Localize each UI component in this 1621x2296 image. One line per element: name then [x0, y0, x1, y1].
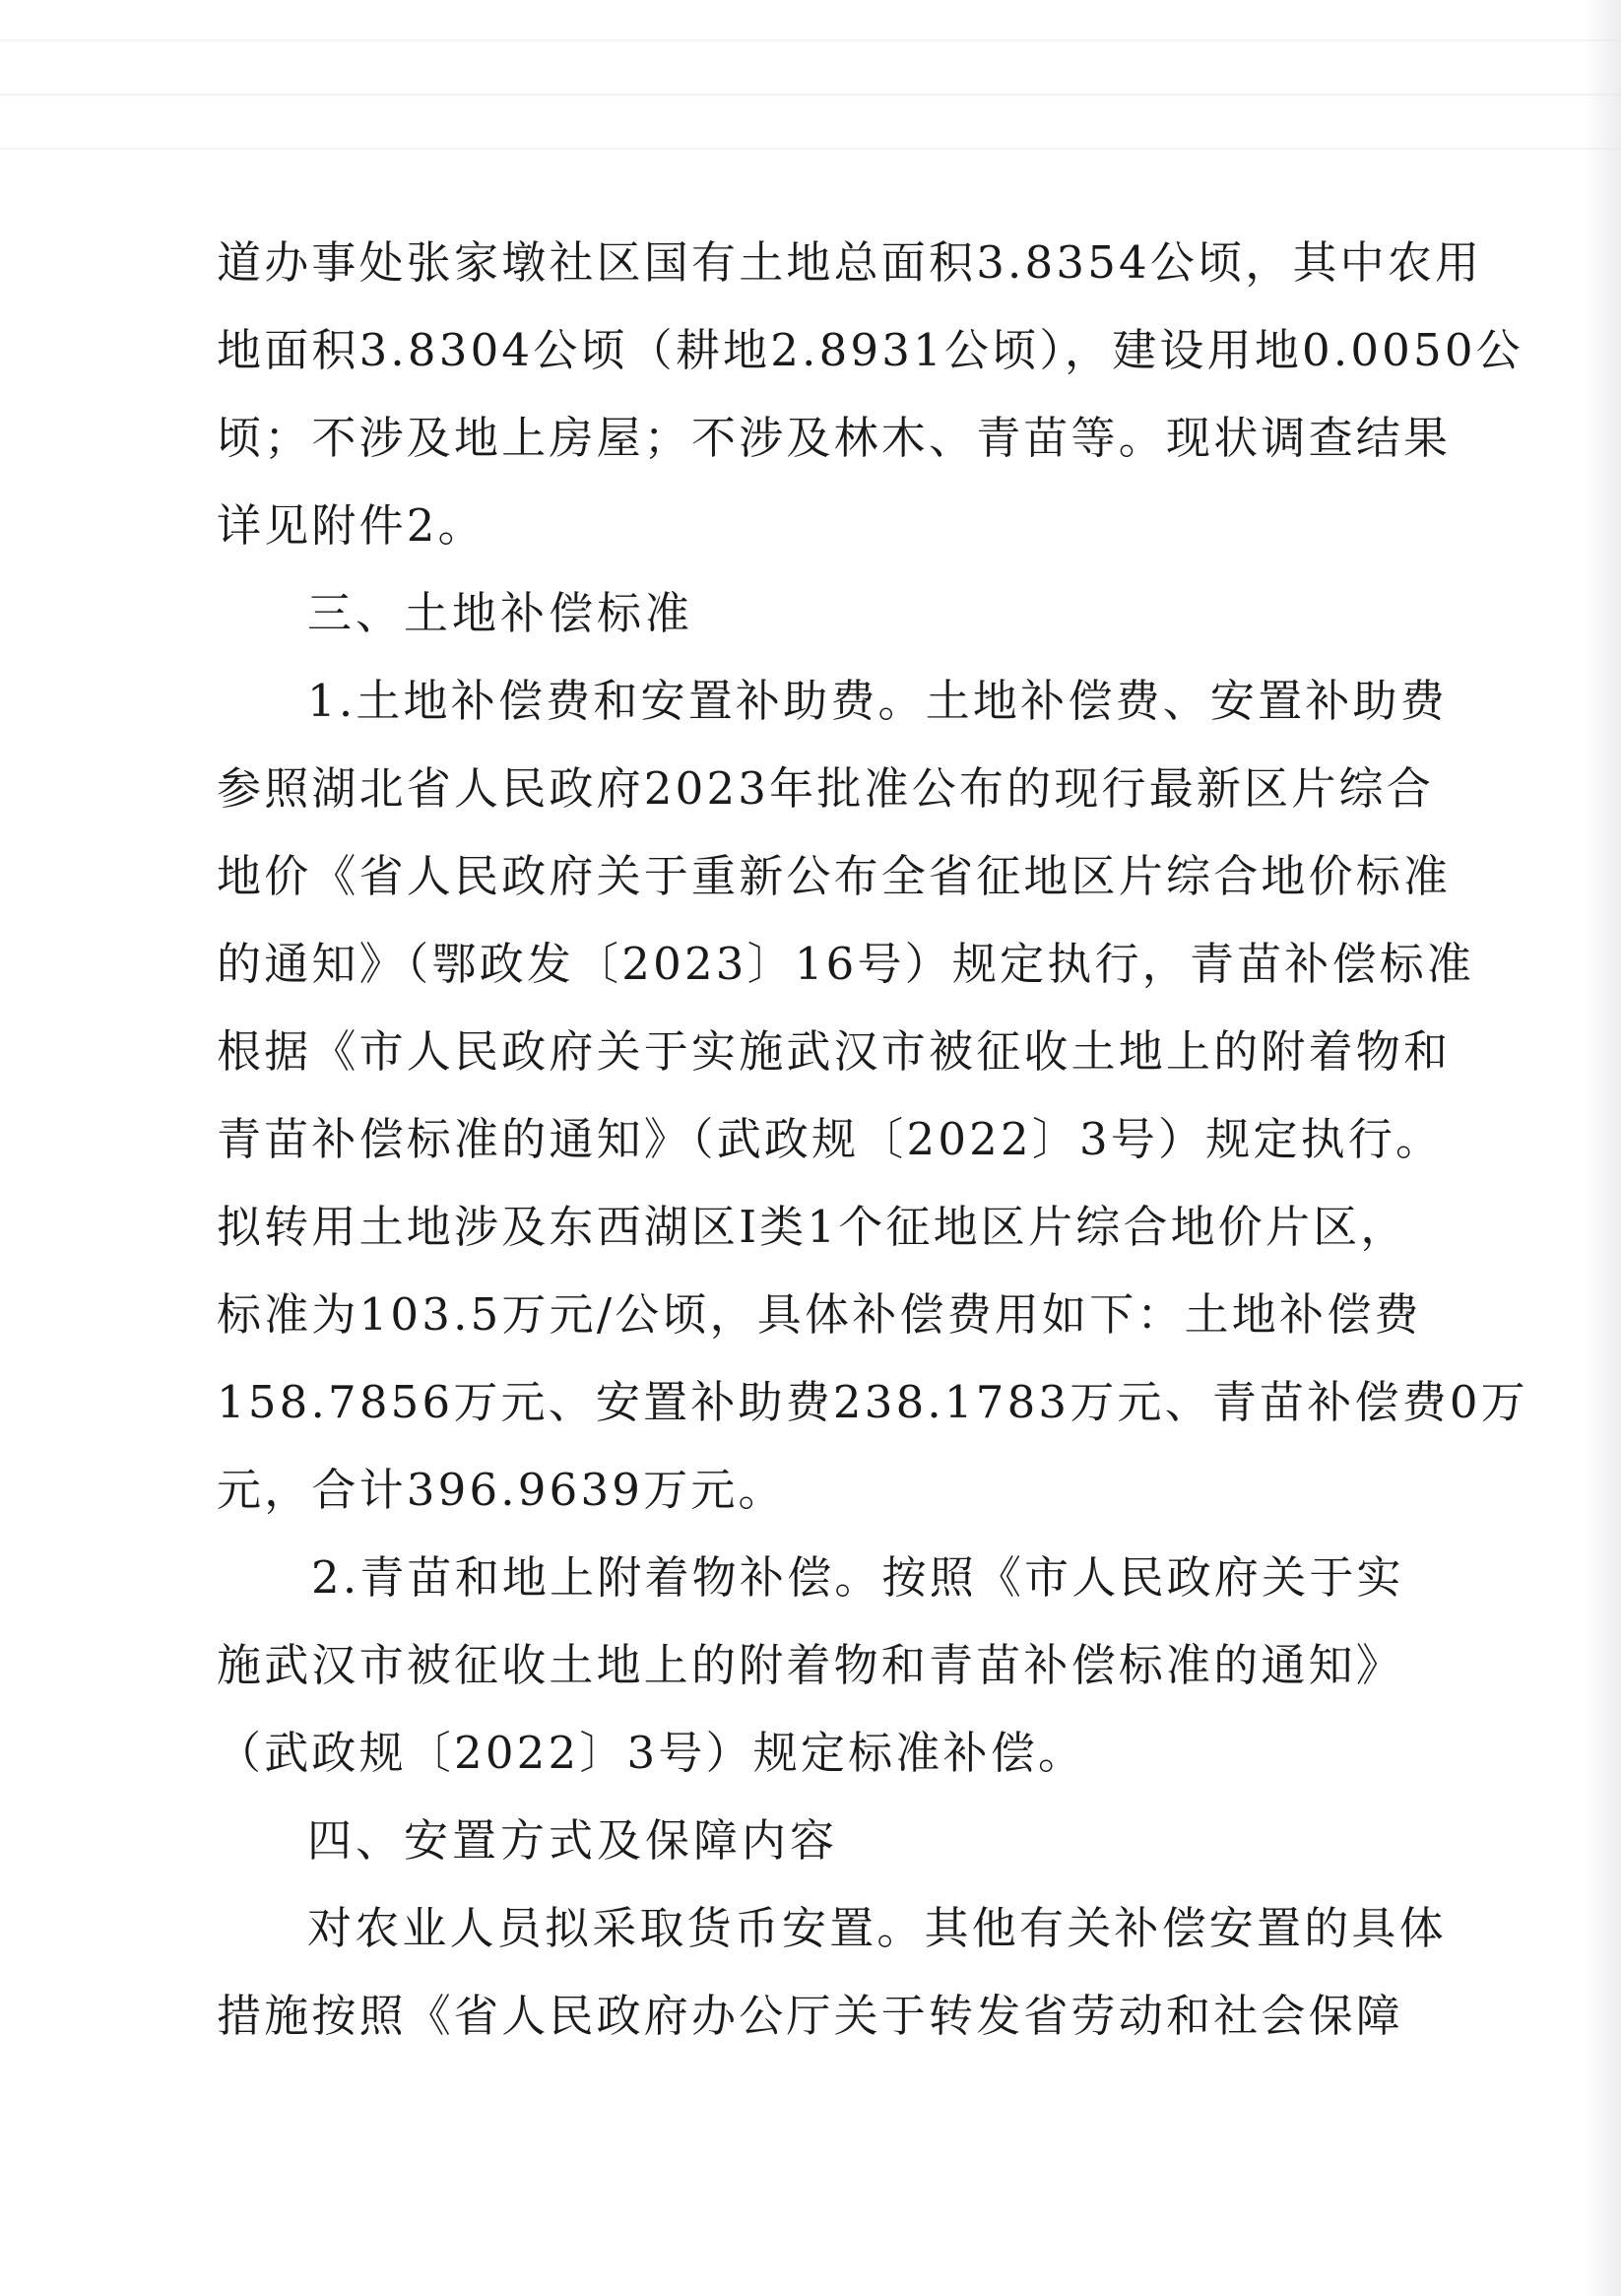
section-heading: 三、土地补偿标准	[307, 587, 694, 639]
body-line: 根据《市人民政府关于实施武汉市被征收土地上的附着物和	[217, 1025, 1452, 1078]
scan-artifact	[0, 94, 1621, 96]
body-line: 对农业人员拟采取货币安置。其他有关补偿安置的具体	[307, 1902, 1447, 1954]
body-line: 详见附件2。	[217, 499, 486, 552]
body-line: 1.土地补偿费和安置补助费。土地补偿费、安置补助费	[307, 675, 1448, 727]
body-line: 158.7856万元、安置补助费238.1783万元、青苗补偿费0万	[217, 1376, 1528, 1428]
body-line: 青苗补偿标准的通知》（武政规〔2022〕3号）规定执行。	[217, 1113, 1444, 1165]
body-line: 道办事处张家墩社区国有土地总面积3.8354公顷，其中农用	[217, 236, 1483, 289]
body-line: 拟转用土地涉及东西湖区Ⅰ类1个征地区片综合地价片区，	[217, 1201, 1408, 1253]
scan-artifact	[0, 148, 1621, 150]
body-line: 措施按照《省人民政府办公厅关于转发省劳动和社会保障	[217, 1990, 1404, 2042]
page-edge-shadow	[1586, 0, 1621, 2296]
body-line: 2.青苗和地上附着物补偿。按照《市人民政府关于实	[311, 1551, 1404, 1604]
body-line: （武政规〔2022〕3号）规定标准补偿。	[217, 1727, 1086, 1779]
body-line: 施武汉市被征收土地上的附着物和青苗补偿标准的通知》	[217, 1639, 1404, 1691]
body-line: 标准为103.5万元/公顷，具体补偿费用如下：土地补偿费	[217, 1288, 1422, 1341]
scan-artifact	[0, 39, 1621, 41]
body-line: 元，合计396.9639万元。	[217, 1464, 786, 1516]
body-line: 地面积3.8304公顷（耕地2.8931公顷），建设用地0.0050公	[217, 324, 1524, 376]
body-line: 地价《省人民政府关于重新公布全省征地区片综合地价标准	[217, 850, 1452, 902]
body-line: 的通知》（鄂政发〔2023〕16号）规定执行，青苗补偿标准	[217, 938, 1475, 990]
section-heading: 四、安置方式及保障内容	[307, 1814, 839, 1867]
body-line: 参照湖北省人民政府2023年批准公布的现行最新区片综合	[217, 762, 1434, 815]
document-body	[217, 219, 1528, 2060]
body-line: 顷；不涉及地上房屋；不涉及林木、青苗等。现状调查结果	[217, 412, 1452, 464]
